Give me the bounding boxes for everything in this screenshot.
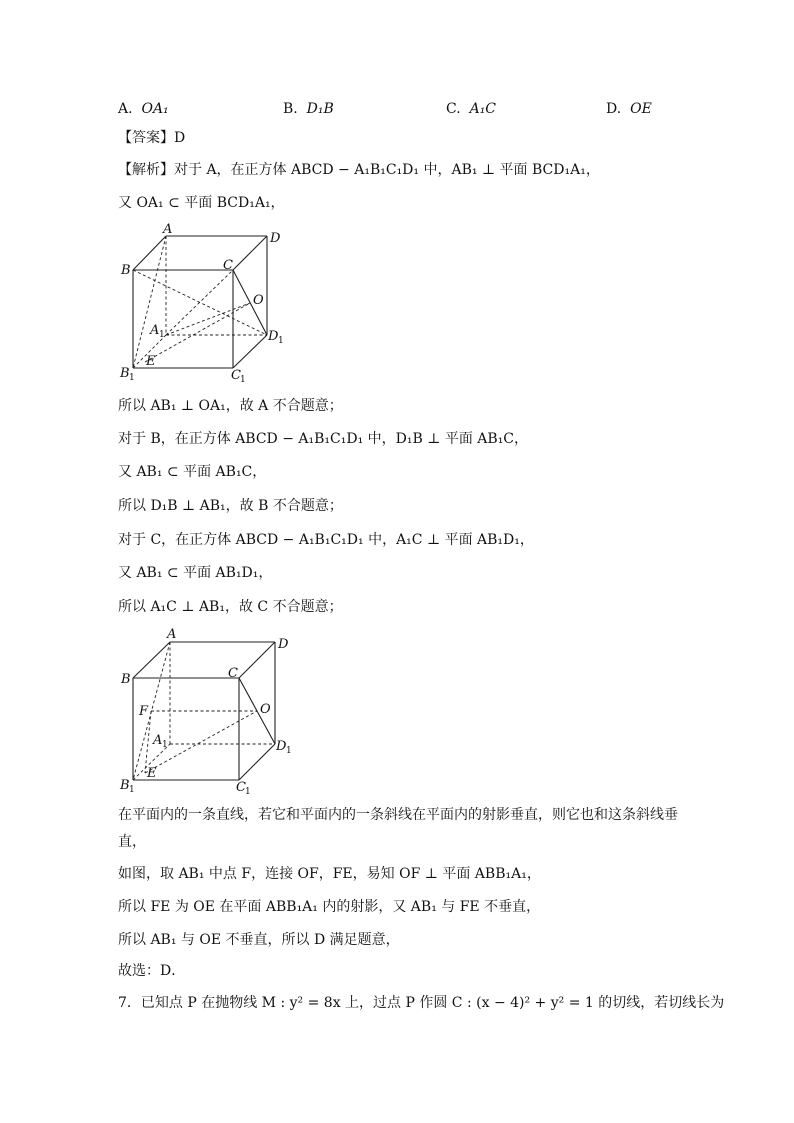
label-d1: D bbox=[276, 739, 287, 754]
option-a: A. OA₁ bbox=[118, 101, 169, 117]
answer-line: 【答案】D bbox=[118, 130, 186, 146]
analysis-line-14: 所以 AB₁ 与 OE 不垂直，所以 D 满足题意， bbox=[118, 932, 400, 948]
label-a1: A bbox=[150, 323, 160, 338]
question-7-line: 7．已知点 P 在抛物线 M : y² = 8x 上，过点 P 作圆 C : (x − 4)² + y² = 1 的切线，若切线长为 bbox=[118, 995, 725, 1011]
choice-line: 故选：D． bbox=[118, 963, 186, 979]
label-f: F bbox=[139, 704, 149, 719]
analysis-line-7: 对于 C，在正方体 ABCD − A₁B₁C₁D₁ 中，A₁C ⊥ 平面 AB₁D₁， bbox=[118, 532, 534, 548]
option-d: D. OE bbox=[606, 101, 652, 117]
label-b1: B bbox=[120, 778, 130, 793]
label-b: B bbox=[121, 263, 131, 278]
label-o: O bbox=[260, 702, 271, 717]
analysis-line-9: 所以 A₁C ⊥ AB₁，故 C 不合题意； bbox=[118, 599, 343, 615]
label-c1-sub: 1 bbox=[240, 375, 246, 385]
label-e: E bbox=[147, 766, 157, 781]
analysis-line-12: 如图，取 AB₁ 中点 F，连接 OF，FE，易知 OF ⊥ 平面 ABB₁A₁， bbox=[118, 866, 541, 882]
analysis-line-11: 直， bbox=[118, 834, 146, 850]
analysis-line-13: 所以 FE 为 OE 在平面 ABB₁A₁ 内的射影，又 AB₁ 与 FE 不垂直， bbox=[118, 899, 541, 915]
label-b: B bbox=[121, 672, 131, 687]
label-c1: C bbox=[231, 368, 241, 383]
cube-figure-1 bbox=[115, 222, 295, 387]
analysis-line-5: 又 AB₁ ⊂ 平面 AB₁C， bbox=[118, 464, 267, 480]
analysis-line-8: 又 AB₁ ⊂ 平面 AB₁D₁， bbox=[118, 565, 273, 581]
option-c: C. A₁C bbox=[446, 101, 497, 117]
label-c: C bbox=[223, 258, 233, 273]
label-c1: C bbox=[236, 780, 246, 795]
label-b1: B bbox=[120, 366, 130, 381]
label-c1-sub: 1 bbox=[245, 787, 251, 795]
cube-figure-2 bbox=[115, 625, 300, 795]
analysis-line-4: 对于 B，在正方体 ABCD − A₁B₁C₁D₁ 中，D₁B ⊥ 平面 AB₁C， bbox=[118, 431, 529, 447]
label-a: A bbox=[167, 627, 177, 642]
label-b1-sub: 1 bbox=[129, 785, 135, 795]
label-a1: A bbox=[153, 733, 163, 748]
analysis-line-2: 又 OA₁ ⊂ 平面 BCD₁A₁， bbox=[118, 195, 285, 211]
label-o: O bbox=[253, 293, 264, 308]
label-d1-sub: 1 bbox=[286, 746, 292, 756]
label-d1: D bbox=[268, 329, 279, 344]
label-b1-sub: 1 bbox=[129, 373, 135, 383]
analysis-line-1: 【解析】对于 A，在正方体 ABCD − A₁B₁C₁D₁ 中，AB₁ ⊥ 平面 BCD₁A₁， bbox=[118, 162, 600, 178]
analysis-line-10: 在平面内的一条直线，若它和平面内的一条斜线在平面内的射影垂直，则它也和这条斜线垂 bbox=[118, 807, 678, 823]
label-a1-sub: 1 bbox=[162, 740, 168, 750]
label-e: E bbox=[146, 354, 156, 369]
label-a1-sub: 1 bbox=[159, 330, 165, 340]
option-b: B. D₁B bbox=[283, 101, 334, 117]
label-c: C bbox=[228, 666, 238, 681]
analysis-line-3: 所以 AB₁ ⊥ OA₁，故 A 不合题意； bbox=[118, 398, 343, 414]
analysis-line-6: 所以 D₁B ⊥ AB₁，故 B 不合题意； bbox=[118, 498, 343, 514]
label-a: A bbox=[163, 222, 173, 237]
label-d: D bbox=[270, 231, 281, 246]
label-d: D bbox=[278, 637, 289, 652]
label-d1-sub: 1 bbox=[278, 336, 284, 346]
